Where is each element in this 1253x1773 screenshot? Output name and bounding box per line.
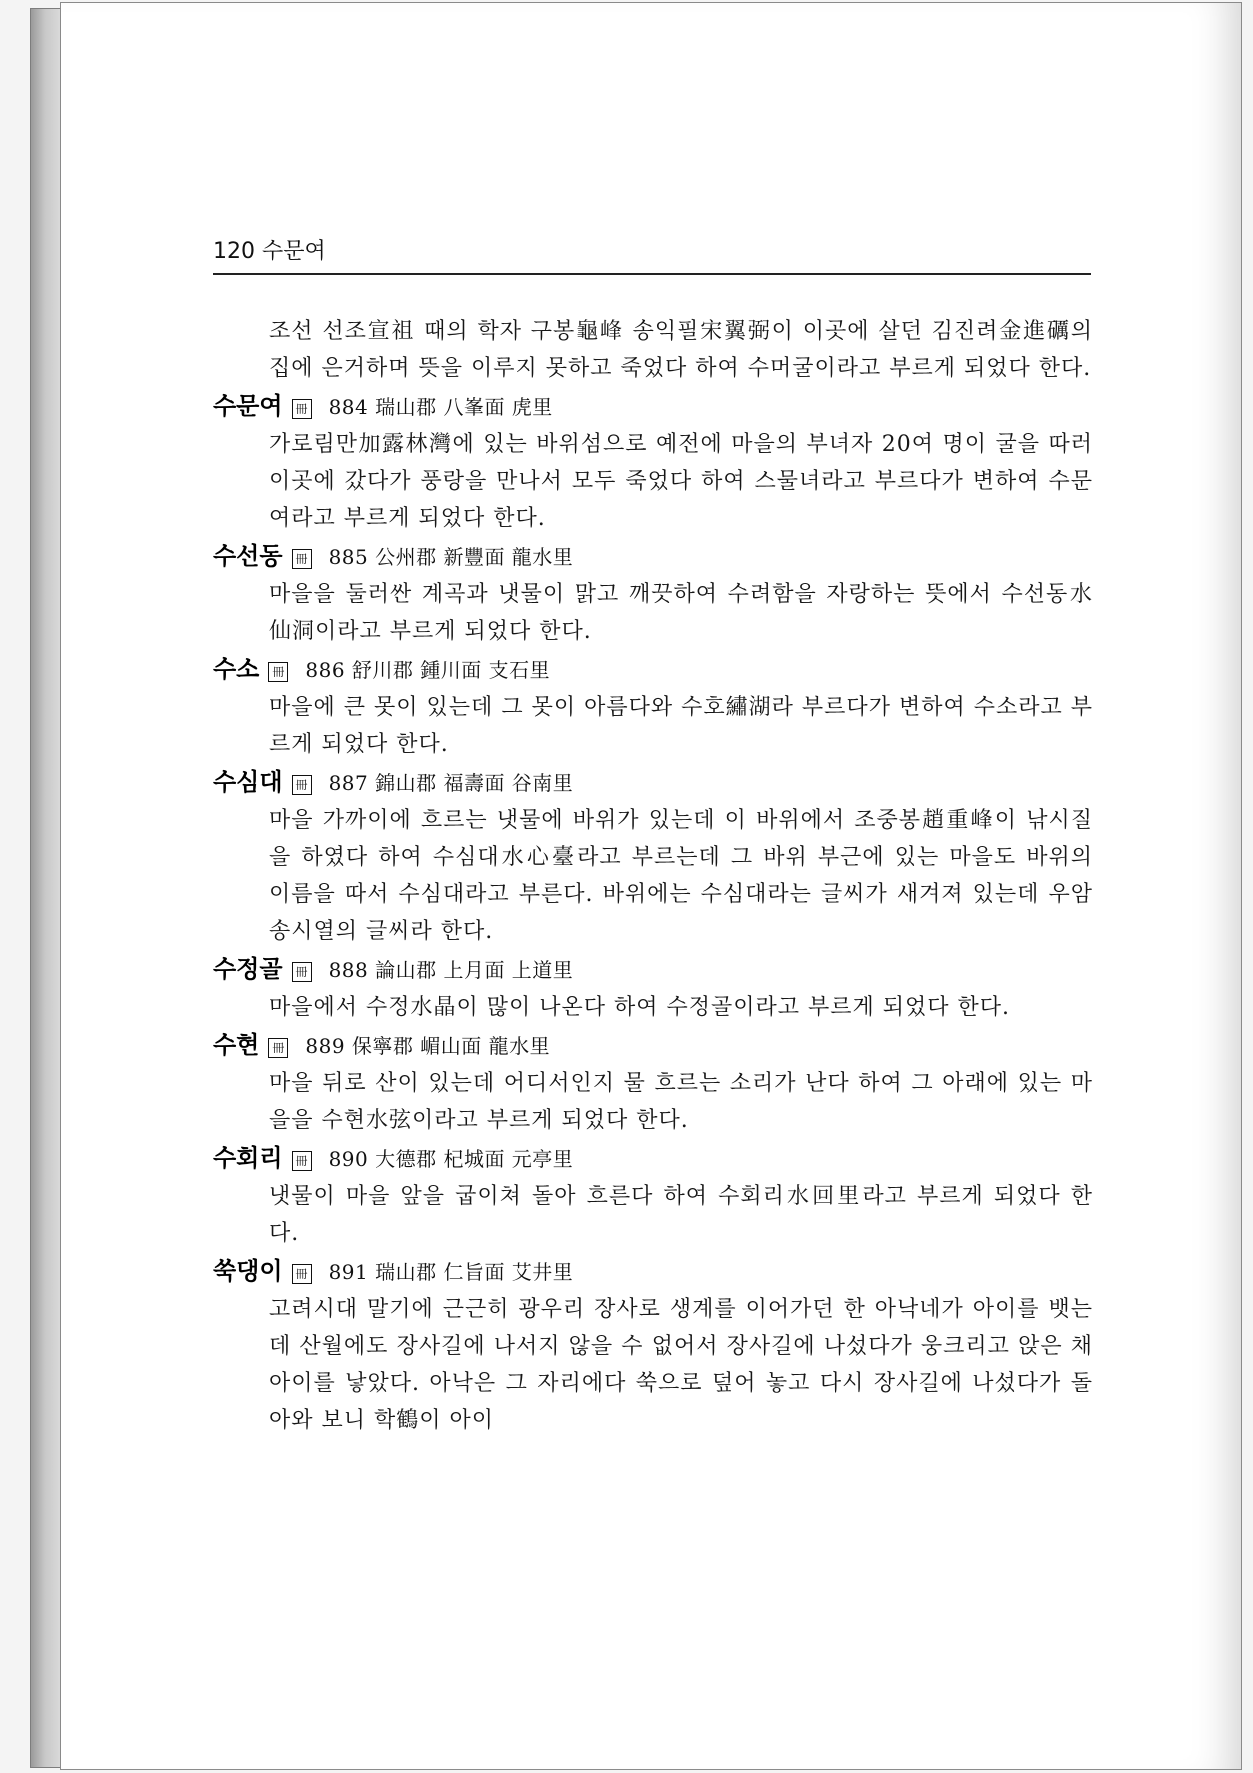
entry-meta: 884 瑞山郡 八峯面 虎里 [328, 395, 553, 419]
category-mark-icon: 冊 [292, 399, 312, 419]
entry-meta: 885 公州郡 新豐面 龍水里 [328, 545, 574, 569]
entry-meta: 891 瑞山郡 仁旨面 艾井里 [328, 1260, 574, 1284]
entry-meta: 888 論山郡 上月面 上道里 [328, 958, 574, 982]
entry-text: 마을 뒤로 산이 있는데 어디서인지 물 흐르는 소리가 난다 하여 그 아래에 있는 마을을 수현水弦이라고 부르게 되었다 한다. [269, 1071, 1093, 1133]
entry-text: 마을 가까이에 흐르는 냇물에 바위가 있는데 이 바위에서 조중봉趙重峰이 낚시질을 하였다 하여 수심대水心臺라고 부르는데 그 바위 부근에 있는 마을도 바위의 이름을 따서 수심대라고 부른다. 바위에는 수심대라는 글씨가 새겨져 있는데 우암 송시열의 글씨라 한다. [269, 808, 1093, 944]
entry [213, 951, 1093, 1026]
entry [213, 538, 1093, 650]
category-mark-icon: 冊 [292, 962, 312, 982]
entry-word: 수소 [213, 655, 260, 683]
entry-meta: 890 大德郡 杞城面 元亭里 [328, 1147, 574, 1171]
category-mark-icon: 冊 [292, 1264, 312, 1284]
entry-head [213, 1140, 1093, 1178]
category-mark-icon: 冊 [292, 775, 312, 795]
page-header-title: 120 수문여 [213, 239, 326, 264]
category-mark-icon: 冊 [268, 1038, 288, 1058]
entry-word: 수회리 [213, 1144, 283, 1172]
entry-head [213, 1027, 1093, 1065]
category-mark-icon: 冊 [268, 662, 288, 682]
entry-meta: 886 舒川郡 鍾川面 支石里 [305, 658, 551, 682]
entry-head [213, 764, 1093, 802]
entry-word: 수정골 [213, 955, 283, 983]
entry-text: 가로림만加露林灣에 있는 바위섬으로 예전에 마을의 부녀자 20여 명이 굴을 따러 이곳에 갔다가 풍랑을 만나서 모두 죽었다 하여 스물녀라고 부르다가 변하여 수문여라고 부르게 되었다 한다. [269, 432, 1093, 531]
entry-head [213, 951, 1093, 989]
entry-head [213, 388, 1093, 426]
entry-text: 고려시대 말기에 근근히 광우리 장사로 생계를 이어가던 한 아낙네가 아이를 뱃는데 산월에도 장사길에 나서지 않을 수 없어서 장사길에 나섰다가 웅크리고 앉은 채 아이를 낳았다. 아낙은 그 자리에다 쑥으로 덮어 놓고 다시 장사길에 나섰다가 돌아와 보니 학鶴이 아이 [269, 1297, 1093, 1433]
entry [213, 1140, 1093, 1252]
entry-head [213, 538, 1093, 576]
entry-text: 마을을 둘러싼 계곡과 냇물이 맑고 깨끗하여 수려함을 자랑하는 뜻에서 수선동水仙洞이라고 부르게 되었다 한다. [269, 582, 1093, 644]
entry-meta: 889 保寧郡 嵋山面 龍水里 [305, 1034, 551, 1058]
entry-text: 마을에서 수정水晶이 많이 나온다 하여 수정골이라고 부르게 되었다 한다. [269, 995, 1010, 1020]
category-mark-icon: 冊 [292, 1151, 312, 1171]
entry [213, 1027, 1093, 1139]
entry-text: 냇물이 마을 앞을 굽이쳐 돌아 흐른다 하여 수회리水回里라고 부르게 되었다 한다. [269, 1184, 1093, 1246]
entry-meta: 887 錦山郡 福壽面 谷南里 [328, 771, 574, 795]
entry-word: 수현 [213, 1031, 260, 1059]
opening-paragraph: 조선 선조宣祖 때의 학자 구봉龜峰 송익필宋翼弼이 이곳에 살던 김진려金進礪의 집에 은거하며 뜻을 이루지 못하고 죽었다 하여 수머굴이라고 부르게 되었다 한다. [269, 319, 1093, 381]
page-header [213, 233, 1091, 275]
entry-head [213, 1253, 1093, 1291]
entry [213, 764, 1093, 950]
entry [213, 1253, 1093, 1439]
page-content [213, 313, 1093, 1439]
entry-word: 수선동 [213, 542, 283, 570]
entry-word: 수문여 [213, 392, 283, 420]
entry-word: 수심대 [213, 768, 283, 796]
entry-text: 마을에 큰 못이 있는데 그 못이 아름다와 수호繡湖라 부르다가 변하여 수소라고 부르게 되었다 한다. [269, 695, 1093, 757]
category-mark-icon: 冊 [292, 549, 312, 569]
entry-word: 쑥댕이 [213, 1257, 283, 1285]
entry [213, 388, 1093, 537]
entry-head [213, 651, 1093, 689]
entry [213, 651, 1093, 763]
